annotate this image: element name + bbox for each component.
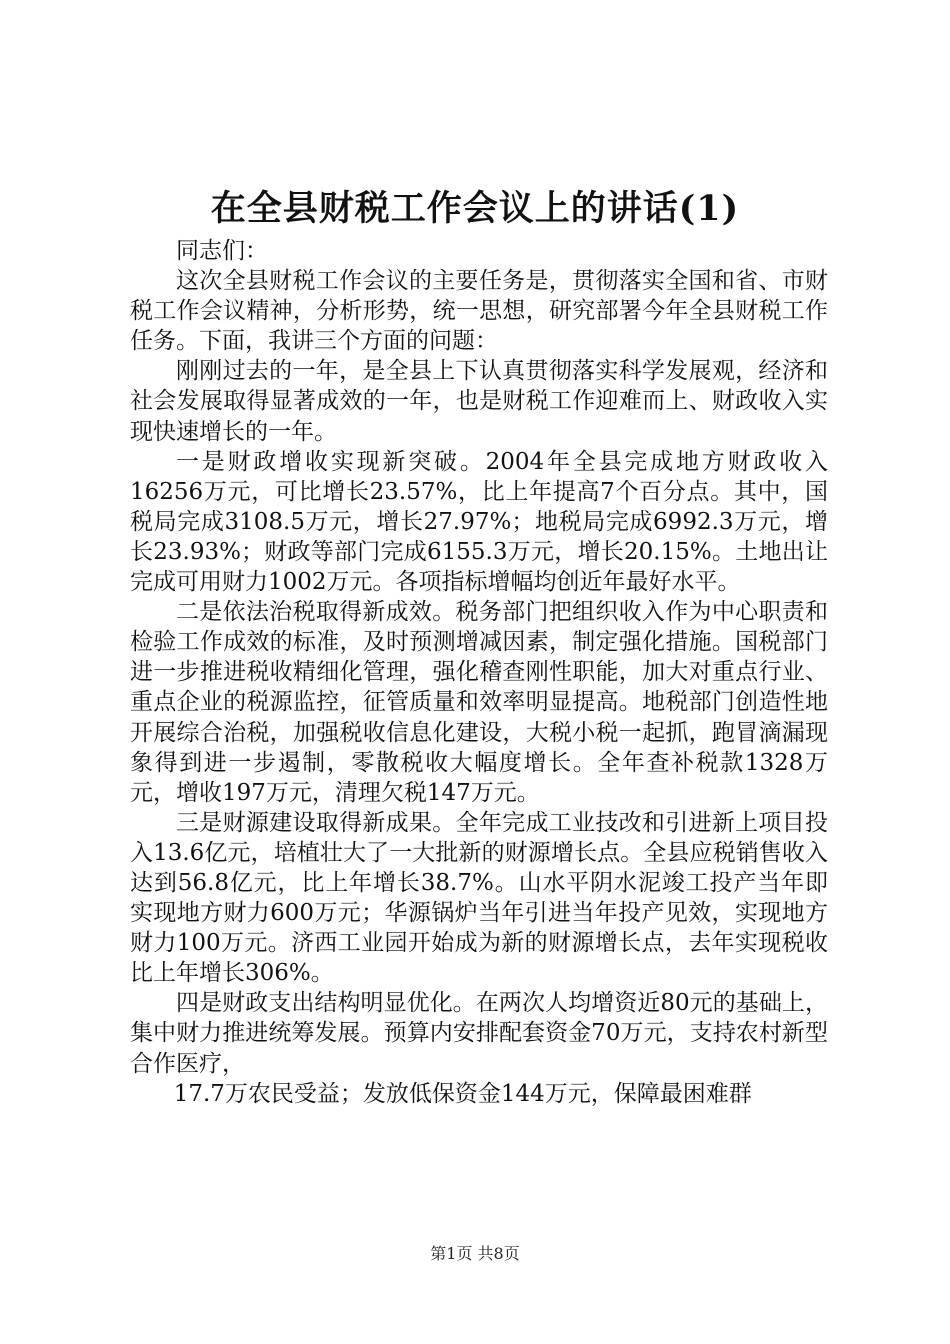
paragraph-review: 刚刚过去的一年，是全县上下认真贯彻落实科学发展观，经济和社会发展取得显著成效的一年，也是财税工作迎难而上、财政收入实现快速增长的一年。 <box>130 358 828 445</box>
paragraph-intro: 这次全县财税工作会议的主要任务是，贯彻落实全国和省、市财税工作会议精神，分析形势，统一思想，研究部署今年全县财税工作任务。下面，我讲三个方面的问题： <box>130 268 828 355</box>
document-body <box>130 236 828 1109</box>
paragraph-point-one: 一是财政增收实现新突破。2004年全县完成地方财政收入16256万元，可比增长23.57%，比上年提高7个百分点。其中，国税局完成3108.5万元，增长27.97%；地税局完成6992.3万元，增长23.93%；财政等部门完成6155.3万元，增长20.15%。土地出让完成可用财力1002万元。各项指标增幅均创近年最好水平。 <box>130 448 828 596</box>
paragraph-point-four: 四是财政支出结构明显优化。在两次人均增资近80元的基础上，集中财力推进统筹发展。预算内安排配套资金70万元，支持农村新型合作医疗， <box>130 990 828 1077</box>
paragraph-point-two: 二是依法治税取得新成效。税务部门把组织收入作为中心职责和检验工作成效的标准，及时预测增减因素，制定强化措施。国税部门进一步推进税收精细化管理，强化稽查刚性职能，加大对重点行业、重点企业的税源监控，征管质量和效率明显提高。地税部门创造性地开展综合治税，加强税收信息化建设，大税小税一起抓，跑冒滴漏现象得到进一步遏制，零散税收大幅度增长。全年查补税款1328万元，增收197万元，清理欠税147万元。 <box>130 599 828 806</box>
document-title: 在全县财税工作会议上的讲话(1) <box>210 188 740 229</box>
paragraph-greeting: 同志们： <box>176 238 268 264</box>
page-number-footer: 第1页 共8页 <box>430 1244 520 1263</box>
paragraph-continuation: 17.7万农民受益；发放低保资金144万元，保障最困难群 <box>173 1080 752 1107</box>
paragraph-point-three: 三是财源建设取得新成果。全年完成工业技改和引进新上项目投入13.6亿元，培植壮大了一大批新的财源增长点。全县应税销售收入达到56.8亿元，比上年增长38.7%。山水平阴水泥竣工投产当年即实现地方财力600万元；华源锅炉当年引进当年投产见效，实现地方财力100万元。济西工业园开始成为新的财源增长点，去年实现税收比上年增长306%。 <box>130 809 828 987</box>
